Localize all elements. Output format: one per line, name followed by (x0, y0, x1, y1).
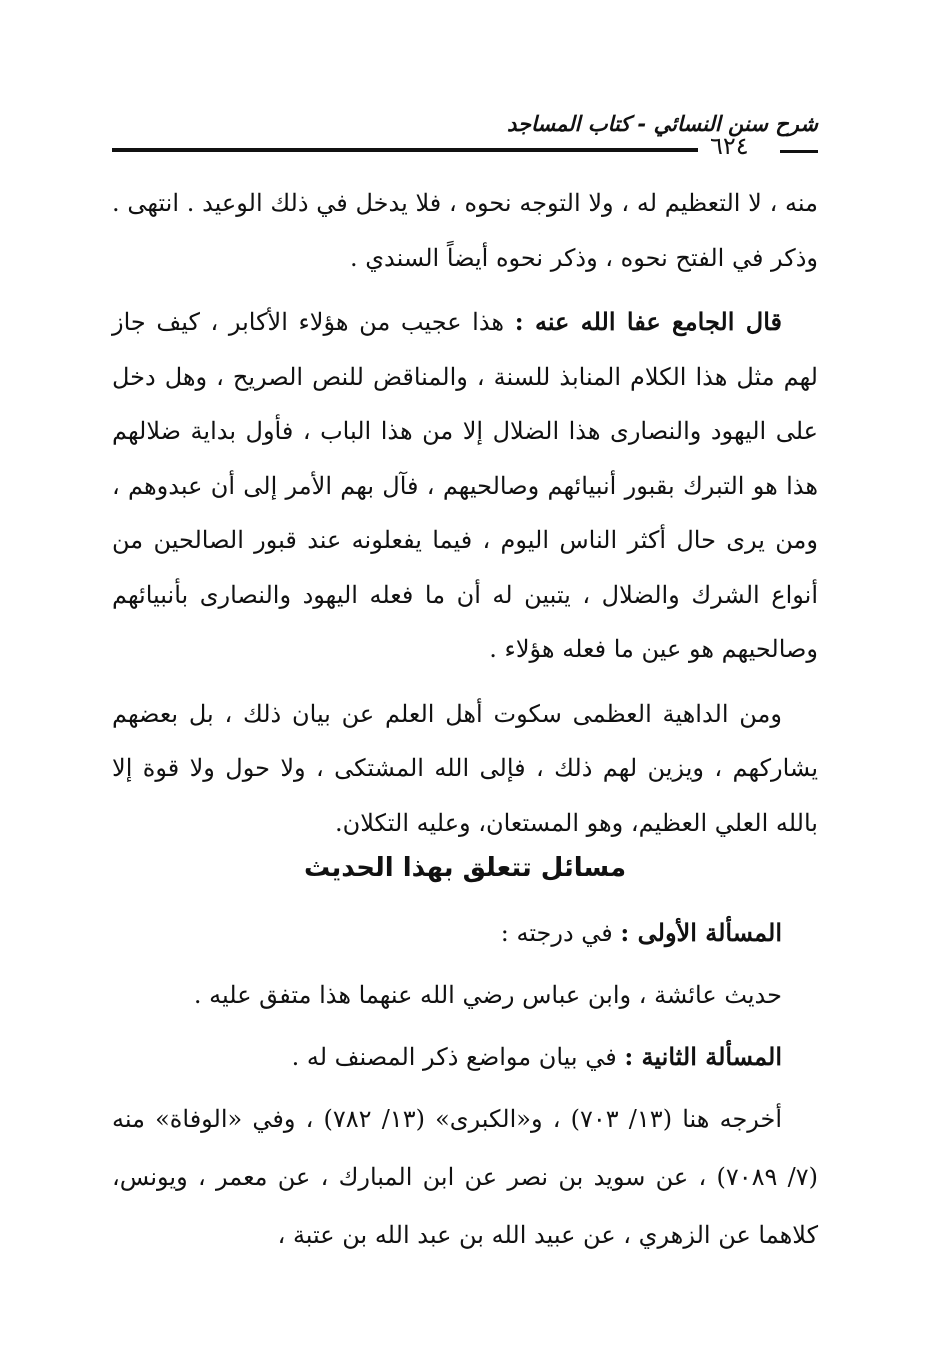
section-heading: مسائل تتعلق بهذا الحديث (303, 853, 627, 883)
paragraph-compiler-comment (112, 295, 818, 677)
issue-one-title: في درجته : (500, 919, 621, 947)
running-title: شرح سنن النسائي - كتاب المساجد (507, 112, 818, 136)
compiler-comment-lead: قال الجامع عفا الله عنه : (514, 307, 782, 336)
compiler-comment-body: هذا عجيب من هؤلاء الأكابر ، كيف جاز لهم مثل هذا الكلام المنابذ للسنة ، والمناقض للنص الصريح ، وهل دخل على اليهود والنصارى هذا الضلال إلا من هذا الباب ، فأول بداية ضلالهم هذا هو التبرك بقبور أنبيائهم وصالحيهم ، فآل بهم الأمر إلى أن عبدوهم ، ومن يرى حال أكثر الناس اليوم ، فيما يفعلونه عند قبور الصالحين من أنواع الشرك والضلال ، يتبين له أن ما فعله اليهود والنصارى بأنبيائهم وصالحيهم هو عين ما فعله هؤلاء . (112, 308, 818, 663)
page-number: ٦٢٤ (710, 132, 749, 160)
issue-one-answer: حديث عائشة ، وابن عباس رضي الله عنهما هذا متفق عليه . (193, 981, 782, 1009)
issue-two (112, 1028, 818, 1086)
page-number-dash (780, 150, 818, 153)
paragraph-calamity: ومن الداهية العظمى سكوت أهل العلم عن بيان ذلك ، بل بعضهم يشاركهم ، ويزين لهم ذلك ، فإلى الله المشتكى ، ولا حول ولا قوة إلا بالله العلي العظيم، وهو المستعان، وعليه التكلان. (112, 699, 818, 837)
issue-two-label: المسألة الثانية : (624, 1042, 782, 1071)
issues-text (112, 904, 818, 1264)
paragraph-continuation: منه ، لا التعظيم له ، ولا التوجه نحوه ، فلا يدخل في ذلك الوعيد . انتهى . وذكر في الفتح نحوه ، وذكر نحوه أيضاً السندي . (112, 189, 818, 272)
issue-one (112, 904, 818, 962)
main-text (112, 176, 818, 850)
issue-two-title: في بيان مواضع ذكر المصنف له . (291, 1043, 625, 1071)
issue-one-label: المسألة الأولى : (620, 918, 782, 947)
header-rule (112, 148, 698, 152)
page-header (112, 112, 818, 162)
issue-two-answer: أخرجه هنا (١٣/ ٧٠٣) ، و«الكبرى» (١٣/ ٧٨٢) ، وفي «الوفاة» منه (٧/ ٧٠٨٩) ، عن سويد بن نصر عن ابن المبارك ، عن معمر ، ويونس، كلاهما عن الزهري ، عن عبيد الله بن عبد الله بن عتبة ، (112, 1105, 818, 1249)
